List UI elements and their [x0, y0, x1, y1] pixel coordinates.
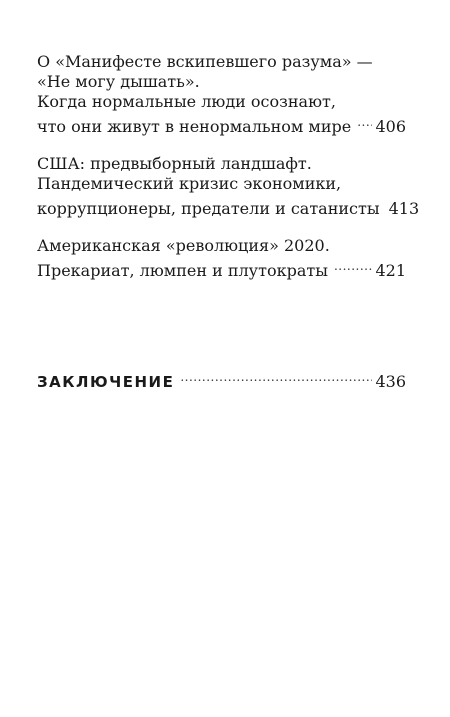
table-of-contents [37, 52, 420, 392]
toc-entry-last-line [37, 112, 406, 137]
toc-page-number: 413 [388, 199, 420, 218]
toc-entry-line: О «Манифесте вскипевшего разума» — [37, 52, 373, 71]
dot-leader [334, 256, 373, 276]
toc-entry-last-line [37, 367, 406, 392]
dot-leader [357, 112, 372, 132]
toc-entry-manifesto [37, 52, 406, 137]
toc-entry-american-revolution [37, 236, 406, 281]
toc-entry-line: «Не могу дышать». [37, 72, 200, 91]
toc-entry-line: Когда нормальные люди осознают, [37, 92, 336, 111]
toc-entry-line: Американская «революция» 2020. [37, 236, 330, 255]
toc-entry-line: Пандемический кризис экономики, [37, 174, 342, 193]
toc-entry-line: коррупционеры, предатели и сатанисты [37, 199, 380, 218]
toc-entry-last-line [37, 194, 420, 219]
toc-entry-line: Прекариат, люмпен и плутократы [37, 261, 328, 280]
toc-entry-last-line [37, 256, 406, 281]
toc-entry-conclusion [37, 367, 406, 392]
toc-entry-usa-landscape [37, 154, 420, 219]
toc-entry-line: что они живут в ненормальном мире [37, 117, 352, 136]
toc-entry-line: США: предвыборный ландшафт. [37, 154, 312, 173]
toc-page-number: 406 [375, 117, 406, 136]
toc-page-number: 436 [375, 372, 406, 391]
toc-page-number: 421 [375, 261, 406, 280]
dot-leader [180, 367, 372, 387]
conclusion-heading: ЗАКЛЮЧЕНИЕ [37, 373, 175, 391]
